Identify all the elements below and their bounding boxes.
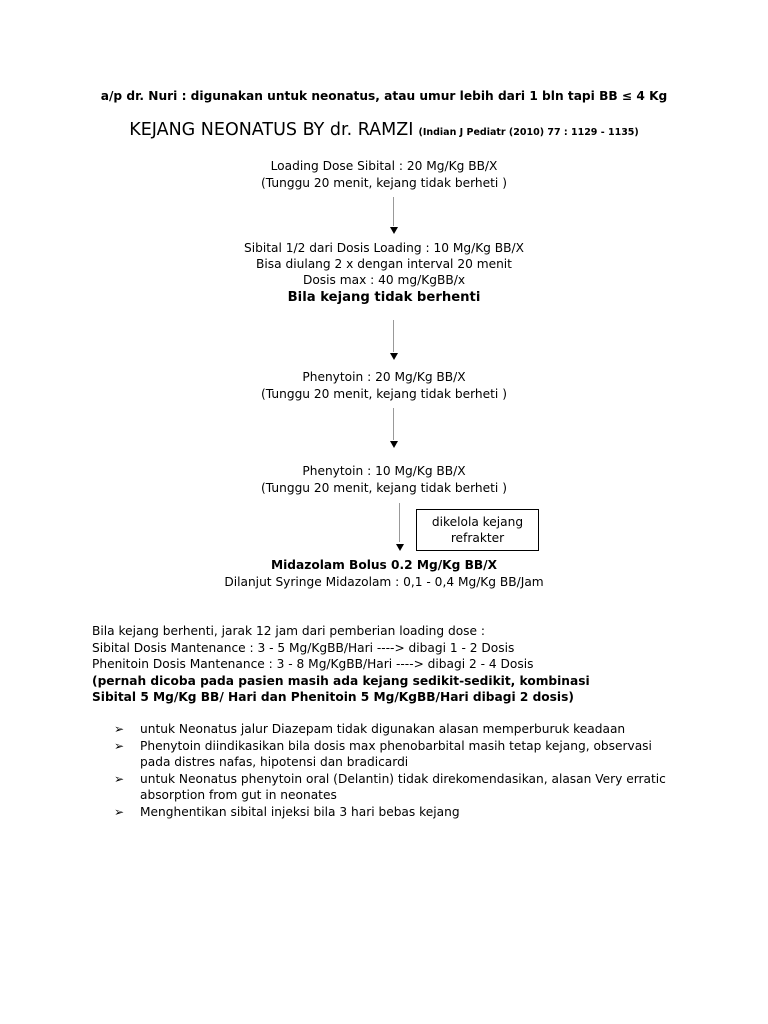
title-reference: (Indian J Pediatr (2010) 77 : 1129 - 1135) (418, 127, 639, 138)
step3-line2: (Tunggu 20 menit, kejang tidak berheti ) (261, 387, 507, 401)
maintenance-line1: Bila kejang berhenti, jarak 12 jam dari pemberian loading dose : (92, 624, 485, 638)
title-main: KEJANG NEONATUS BY dr. RAMZI (129, 120, 414, 140)
step4-line1: Phenytoin : 10 Mg/Kg BB/X (302, 464, 466, 478)
document-title (0, 120, 768, 140)
step2-line2: Bisa diulang 2 x dengan interval 20 menit (256, 257, 512, 271)
step2-line3: Dosis max : 40 mg/KgBB/x (302, 273, 466, 287)
box-line1: dikelola kejang (431, 515, 524, 529)
list-item-text: untuk Neonatus phenytoin oral (Delantin) tidak direkomendasikan, alasan Very erratic absorption from gut in neonates (140, 771, 666, 802)
arrow-down-icon (396, 544, 404, 551)
maintenance-line3: Phenitoin Dosis Mantenance : 3 - 8 Mg/KgBB/Hari ----> dibagi 2 - 4 Dosis (92, 657, 534, 671)
arrow-down-icon (390, 227, 398, 234)
header-note: a/p dr. Nuri : digunakan untuk neonatus, atau umur lebih dari 1 bln tapi BB ≤ 4 Kg (100, 89, 668, 103)
arrow-down-icon (390, 441, 398, 448)
list-item (114, 804, 674, 821)
step5-line1: Midazolam Bolus 0.2 Mg/Kg BB/X (270, 558, 498, 572)
maintenance-line4: (pernah dicoba pada pasien masih ada kejang sedikit-sedikit, kombinasi (92, 673, 590, 688)
connector-line (393, 320, 394, 352)
maintenance-line2: Sibital Dosis Mantenance : 3 - 5 Mg/KgBB/Hari ----> dibagi 1 - 2 Dosis (92, 640, 515, 655)
arrow-down-icon (390, 353, 398, 360)
list-item (114, 721, 674, 738)
step3-line1: Phenytoin : 20 Mg/Kg BB/X (302, 370, 466, 384)
arrow-bullet-icon: ➢ (114, 804, 125, 819)
connector-line (393, 408, 394, 440)
list-item (114, 771, 674, 804)
step1-line2: (Tunggu 20 menit, kejang tidak berheti ) (261, 176, 507, 190)
box-line2: refrakter (450, 531, 505, 545)
list-item-text: Menghentikan sibital injeksi bila 3 hari bebas kejang (140, 804, 460, 819)
step4-line2: (Tunggu 20 menit, kejang tidak berheti ) (261, 481, 507, 495)
maintenance-line5: Sibital 5 Mg/Kg BB/ Hari dan Phenitoin 5 Mg/KgBB/Hari dibagi 2 dosis) (92, 690, 574, 704)
list-item-text: Phenytoin diindikasikan bila dosis max phenobarbital masih tetap kejang, observasi pada distres nafas, hipotensi dan bradicardi (140, 738, 652, 769)
arrow-bullet-icon: ➢ (114, 771, 125, 786)
list-item-text: untuk Neonatus jalur Diazepam tidak digunakan alasan memperburuk keadaan (140, 722, 626, 736)
step2-line4: Bila kejang tidak berhenti (287, 290, 481, 305)
connector-line (393, 197, 394, 226)
refractory-note-box (416, 509, 539, 551)
list-item (114, 738, 674, 771)
arrow-bullet-icon: ➢ (114, 722, 125, 736)
step5-line2: Dilanjut Syringe Midazolam : 0,1 - 0,4 Mg/Kg BB/Jam (224, 575, 544, 589)
connector-line (399, 503, 400, 542)
notes-list (114, 721, 674, 820)
step2-line1: Sibital 1/2 dari Dosis Loading : 10 Mg/Kg BB/X (244, 241, 524, 255)
arrow-bullet-icon: ➢ (114, 738, 125, 753)
step1-line1: Loading Dose Sibital : 20 Mg/Kg BB/X (270, 159, 498, 173)
